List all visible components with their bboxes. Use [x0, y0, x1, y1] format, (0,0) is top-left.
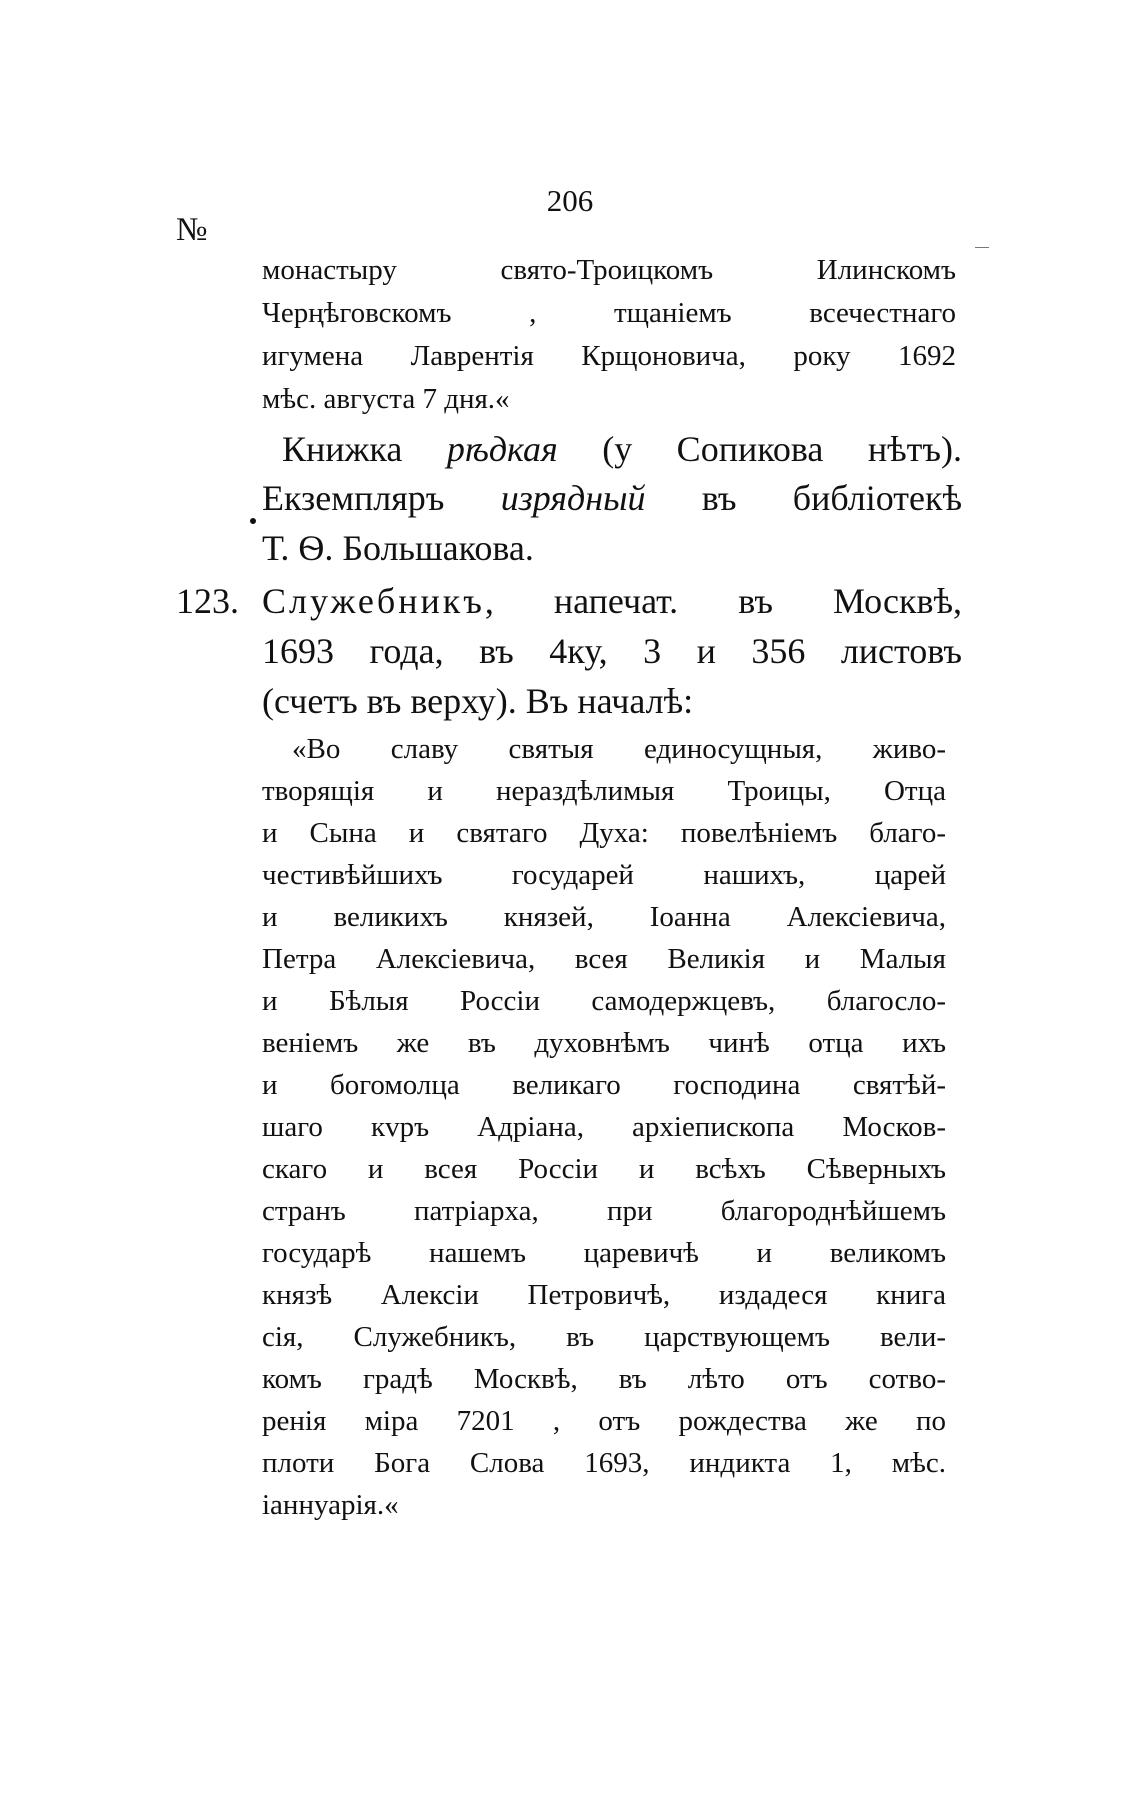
quote-line: князѣ Алексіи Петровичѣ, издадеся книга: [262, 1279, 946, 1311]
quote-line: комъ градѣ Москвѣ, въ лѣто отъ сотво-: [262, 1363, 946, 1395]
quote-line: іаннуарія.«: [262, 1489, 399, 1521]
page-number: 206: [546, 183, 594, 218]
margin-bullet-mark: [250, 518, 256, 524]
note-italic: рѣдкая: [446, 429, 558, 469]
continuation-line: монастыру свято-Троицкомъ Илинскомъ: [262, 254, 956, 286]
continuation-line: мѣс. августа 7 дня.«: [262, 383, 510, 415]
entry-number: 123.: [176, 581, 239, 621]
quote-line: странъ патріарха, при благороднѣйшемъ: [262, 1195, 946, 1227]
note-line-rarity: [282, 428, 962, 470]
quote-line: и великихъ князей, Іоанна Алексіевича,: [262, 901, 946, 933]
continuation-line: Черңѣговскомъ , тщаніемъ всечестнаго: [262, 297, 956, 329]
note-text: Екземпляръ: [262, 478, 501, 518]
quote-line: шаго кvръ Адріана, архіепископа Москов-: [262, 1111, 946, 1143]
quote-line: и Бѣлыя Россіи самодержцевъ, благосло-: [262, 985, 946, 1017]
note-text: въ библіотекѣ: [645, 478, 962, 518]
note-line-copy: [262, 477, 962, 519]
quote-line: «Во славу святыя единосущныя, живо-: [292, 733, 946, 765]
number-sign: №: [176, 212, 208, 248]
note-italic: изрядный: [500, 478, 646, 518]
margin-dash-mark: [975, 247, 989, 248]
quote-line: государѣ нашемъ царевичѣ и великомъ: [262, 1237, 946, 1269]
quote-line: честивѣйшихъ государей нашихъ, царей: [262, 859, 946, 891]
quote-line: и богомолца великаго господина святѣй-: [262, 1069, 946, 1101]
quote-line: плоти Бога Слова 1693, индикта 1, мѣс.: [262, 1447, 946, 1479]
quote-line: творящія и нераздѣлимыя Троицы, Отца: [262, 775, 946, 807]
note-text: (у Сопикова нѣтъ).: [557, 429, 963, 469]
note-text: Книжка: [282, 429, 447, 469]
entry-title: Служебникъ: [262, 581, 485, 621]
quote-line: сія, Служебникъ, въ царствующемъ вели-: [262, 1321, 946, 1353]
entry-line: (счетъ въ верху). Въ началѣ:: [262, 681, 694, 721]
entry-line-title: [262, 580, 962, 622]
quote-line: ренія міра 7201 , отъ рождества же по: [262, 1405, 946, 1437]
entry-text: , напечат. въ Москвѣ,: [484, 581, 962, 621]
quote-line: и Сына и святаго Духа: повелѣніемъ благо-: [262, 817, 946, 849]
quote-line: скаго и всея Россіи и всѣхъ Сѣверныхъ: [262, 1153, 946, 1185]
quote-line: Петра Алексіевича, всея Великія и Малыя: [262, 943, 946, 975]
continuation-line: игумена Лаврентія Крщоновича, року 1692: [262, 340, 956, 372]
quote-line: веніемъ же въ духовнѣмъ чинѣ отца ихъ: [262, 1027, 946, 1059]
entry-line: 1693 года, въ 4ку, 3 и 356 листовъ: [262, 631, 962, 671]
note-line-owner: Т. Ѳ. Большакова.: [262, 528, 534, 568]
